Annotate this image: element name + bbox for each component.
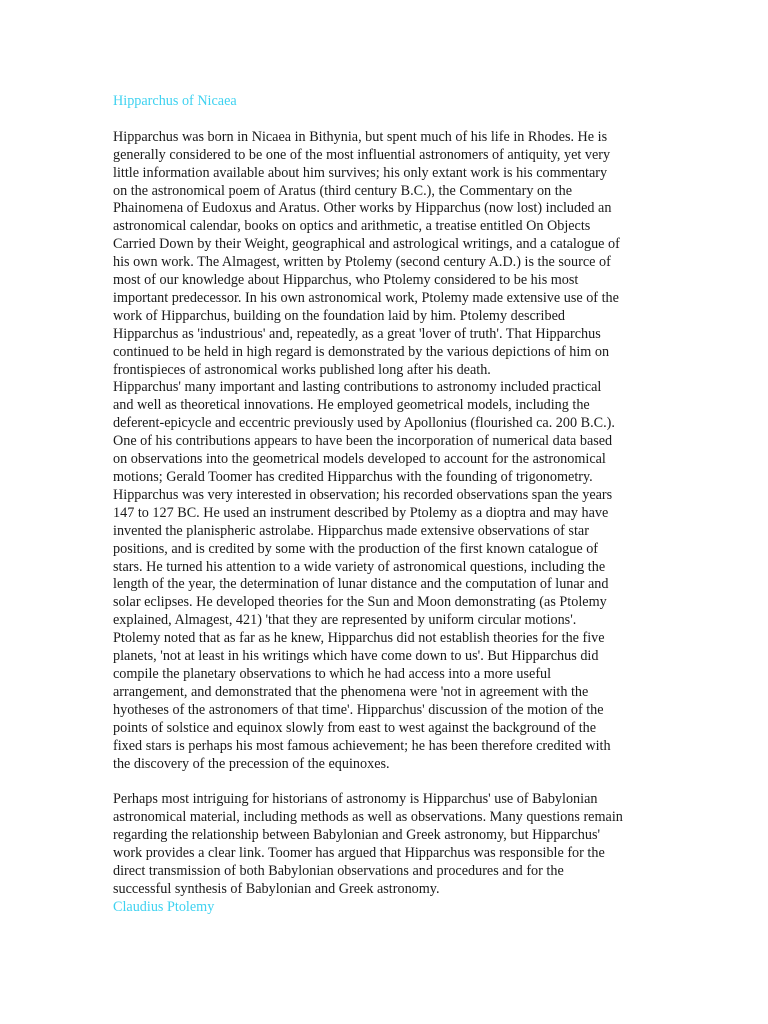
section-heading-ptolemy[interactable]: Claudius Ptolemy xyxy=(113,898,215,915)
paragraph-babylonian: Perhaps most intriguing for historians of astronomy is Hipparchus' use of Babylonian astronomical material, including methods as well as observations. Many questions remain regarding the relationship between Babylonian and Greek astronomy, but Hipparchus' work provides a clear link. Toomer has argued that Hipparchus was responsible for the direct transmission of both Babylonian observations and procedures and for the successful synthesis of Babylonian and Greek astronomy. xyxy=(113,791,623,897)
paragraph-spacer xyxy=(113,773,658,791)
document-page xyxy=(113,93,658,917)
section-heading-hipparchus[interactable]: Hipparchus of Nicaea xyxy=(113,93,237,109)
paragraph-biography: Hipparchus was born in Nicaea in Bithynia, but spent much of his life in Rhodes. He is generally considered to be one of the most influential astronomers of antiquity, yet very little information available about him survives; his only extant work is his commentary on the astronomical poem of Aratus (third century B.C.), the Commentary on the Phainomena of Eudoxus and Aratus. Other works by Hipparchus (now lost) included an astronomical calendar, books on optics and arithmetic, a treatise entitled On Objects Carried Down by their Weight, geographical and astrological writings, and a catalogue of his own work. The Almagest, written by Ptolemy (second century A.D.) is the source of most of our knowledge about Hipparchus, who Ptolemy considered to be his most important predecessor. In his own astronomical work, Ptolemy made extensive use of the work of Hipparchus, building on the foundation laid by him. Ptolemy described Hipparchus as 'industrious' and, repeatedly, as a great 'lover of truth'. That Hipparchus continued to be held in high regard is demonstrated by the various depictions of him on frontispieces of astronomical works published long after his death. xyxy=(113,128,620,378)
paragraph-contributions: Hipparchus' many important and lasting contributions to astronomy included practical and well as theoretical innovations. He employed geometrical models, including the deferent-epicycle and eccentric previously used by Apollonius (flourished ca. 200 B.C.). One of his contributions appears to have been the incorporation of numerical data based on observations into the geometrical models developed to account for the astronomical motions; Gerald Toomer has credited Hipparchus with the founding of trigonometry. Hipparchus was very interested in observation; his recorded observations span the years 147 to 127 BC. He used an instrument described by Ptolemy as a dioptra and may have invented the planispheric astrolabe. Hipparchus made extensive observations of star positions, and is credited by some with the production of the first known catalogue of stars. He turned his attention to a wide variety of astronomical questions, including the length of the year, the determination of lunar distance and the computation of lunar and solar eclipses. He developed theories for the Sun and Moon demonstrating (as Ptolemy explained, Almagest, 421) 'that they are represented by uniform circular motions'. Ptolemy noted that as far as he knew, Hipparchus did not establish theories for the five planets, 'not at least in his writings which have come down to us'. But Hipparchus did compile the planetary observations to which he had access into a more useful arrangement, and demonstrated that the phenomena were 'not in agreement with the hyotheses of the astronomers of that time'. Hipparchus' discussion of the motion of the points of solstice and equinox slowly from east to west against the background of the fixed stars is perhaps his most famous achievement; he has been therefore credited with the discovery of the precession of the equinoxes. xyxy=(113,379,615,772)
